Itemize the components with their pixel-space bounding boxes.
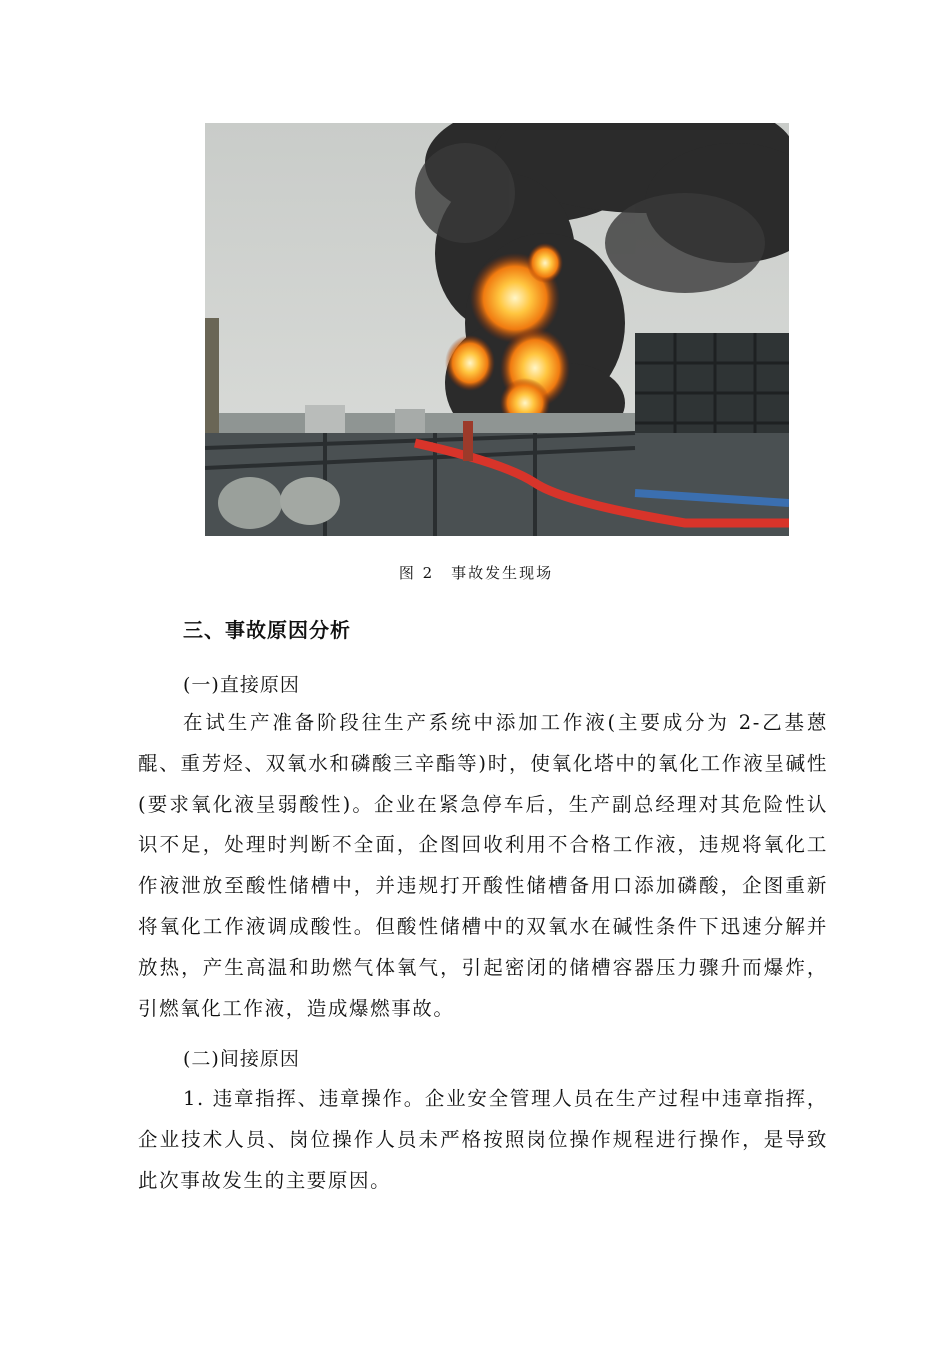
indirect-cause-heading: (二)间接原因 [183, 1048, 300, 1070]
section-title: 三、事故原因分析 [183, 618, 351, 642]
accident-scene-photo [205, 123, 789, 536]
direct-cause-heading: (一)直接原因 [183, 674, 300, 696]
direct-cause-paragraph: 在试生产准备阶段往生产系统中添加工作液(主要成分为 2-乙基蒽醌、重芳烃、双氧水和磷酸三辛酯等)时，使氧化塔中的氧化工作液呈碱性(要求氧化液呈弱酸性)。企业在紧急停车后，生产副总经理对其危险性认识不足，处理时判断不全面，企图回收利用不合格工作液，违规将氧化工作液泄放至酸性储槽中，并违规打开酸性储槽备用口添加磷酸，企图重新将氧化工作液调成酸性。但酸性储槽中的双氧水在碱性条件下迅速分解并放热，产生高温和助燃气体氧气，引起密闭的储槽容器压力骤升而爆炸，引燃氧化工作液，造成爆燃事故。 [138, 711, 828, 1020]
indirect-cause-paragraph: 1. 违章指挥、违章操作。企业安全管理人员在生产过程中违章指挥，企业技术人员、岗位操作人员未严格按照岗位操作规程进行操作，是导致此次事故发生的主要原因。 [138, 1087, 828, 1192]
figure-caption: 图 2 事故发生现场 [398, 564, 554, 582]
